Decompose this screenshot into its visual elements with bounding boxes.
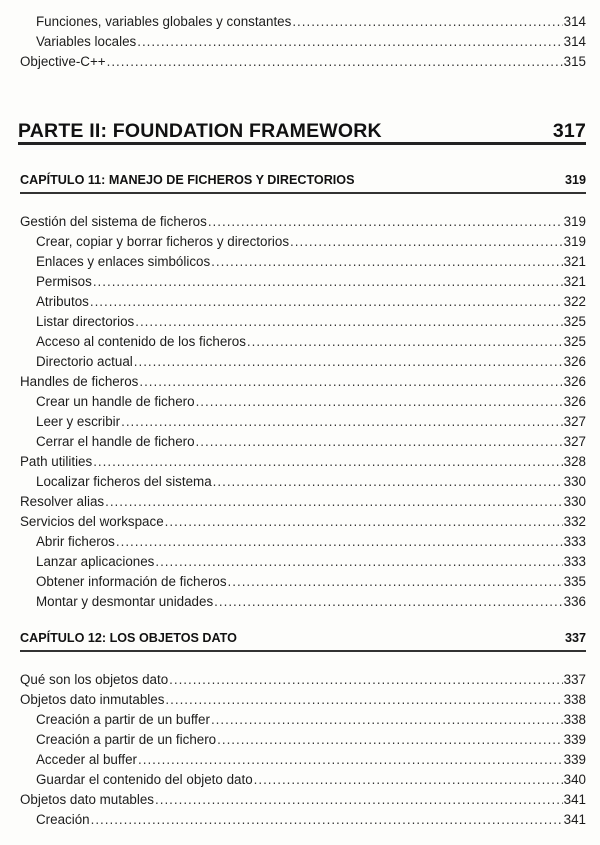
toc-entry[interactable] [36,573,586,591]
toc-entry-page: 340 [563,772,586,787]
toc-entry-title: Crear, copiar y borrar ficheros y directorios [36,234,290,249]
leader-dots [214,593,563,611]
toc-entry[interactable] [36,751,586,769]
toc-entry-title: Lanzar aplicaciones [36,554,155,569]
toc-entry-page: 328 [563,454,586,469]
leader-dots [105,493,563,511]
toc-entry-page: 326 [563,374,586,389]
leader-dots [93,273,563,291]
leader-dots [107,53,563,71]
leader-dots [116,533,563,551]
toc-entry[interactable] [36,413,586,431]
leader-dots [196,393,563,411]
toc-entry-page: 321 [563,274,586,289]
leader-dots [213,473,563,491]
toc-entry[interactable] [20,53,586,71]
toc-entry-title: Objetos dato mutables [20,792,154,807]
toc-entry-title: Enlaces y enlaces simbólicos [36,254,211,269]
part-title: PARTE II: FOUNDATION FRAMEWORK [18,120,382,142]
leader-dots [155,553,562,571]
chapter-divider [20,650,586,652]
toc-entry-page: 341 [563,792,586,807]
toc-entry-page: 338 [563,712,586,727]
toc-entry-title: Creación a partir de un fichero [36,732,217,747]
toc-entry-page: 319 [563,234,586,249]
toc-entry[interactable] [36,353,586,371]
toc-entry-title: Cerrar el handle de fichero [36,434,195,449]
toc-entry-title: Leer y escribir [36,414,121,429]
leader-dots [90,293,563,311]
toc-entry[interactable] [36,553,586,571]
chapter-page: 319 [564,173,586,187]
leader-dots [208,213,563,231]
toc-entry-page: 336 [563,594,586,609]
leader-dots [134,353,563,371]
leader-dots [93,453,562,471]
toc-entry[interactable] [20,791,586,809]
toc-entry-page: 341 [563,812,586,827]
toc-entry[interactable] [36,273,586,291]
toc-entry-title: Resolver alias [20,494,105,509]
toc-entry[interactable] [36,33,586,51]
toc-entry[interactable] [36,293,586,311]
toc-entry-title: Qué son los objetos dato [20,672,169,687]
toc-entry-title: Creación [36,812,90,827]
leader-dots [155,791,563,809]
part-page: 317 [552,120,586,142]
toc-entry-title: Variables locales [36,34,137,49]
toc-entry-title: Creación a partir de un buffer [36,712,210,727]
toc-entry-page: 337 [563,672,586,687]
leader-dots [217,731,563,749]
leader-dots [139,373,562,391]
toc-entry[interactable] [36,593,586,611]
toc-entry-page: 325 [563,334,586,349]
toc-entry[interactable] [36,533,586,551]
toc-entry-page: 326 [563,394,586,409]
leader-dots [211,253,562,271]
toc-entry-page: 332 [563,514,586,529]
toc-entry-title: Crear un handle de fichero [36,394,195,409]
toc-entry[interactable] [36,811,586,829]
chapter-title: CAPÍTULO 11: MANEJO DE FICHEROS Y DIRECTORIOS [20,173,355,187]
toc-entry[interactable] [20,671,586,689]
toc-entry[interactable] [20,513,586,531]
toc-entry-page: 339 [563,752,586,767]
leader-dots [121,413,563,431]
toc-entry-page: 314 [563,34,586,49]
leader-dots [135,313,562,331]
toc-entry[interactable] [36,233,586,251]
toc-entry[interactable] [36,333,586,351]
toc-entry-title: Directorio actual [36,354,133,369]
toc-entry-page: 327 [563,434,586,449]
toc-entry-page: 326 [563,354,586,369]
toc-entry-page: 338 [563,692,586,707]
leader-dots [165,691,562,709]
chapter-heading[interactable] [20,631,586,649]
toc-entry-title: Handles de ficheros [20,374,139,389]
toc-entry-page: 315 [563,54,586,69]
toc-entry[interactable] [20,691,586,709]
chapter-heading[interactable] [20,173,586,191]
toc-entry[interactable] [36,731,586,749]
toc-entry-title: Listar directorios [36,314,135,329]
toc-entry[interactable] [36,313,586,331]
toc-entry[interactable] [36,253,586,271]
toc-entry[interactable] [20,373,586,391]
part-divider [18,142,586,145]
toc-entry-page: 319 [563,214,586,229]
toc-entry-title: Obtener información de ficheros [36,574,227,589]
toc-entry-title: Permisos [36,274,92,289]
toc-entry-title: Montar y desmontar unidades [36,594,214,609]
chapter-divider [20,192,586,194]
toc-entry-page: 339 [563,732,586,747]
toc-entry-page: 333 [563,554,586,569]
toc-entry-title: Gestión del sistema de ficheros [20,214,207,229]
toc-entry-page: 335 [563,574,586,589]
toc-entry-page: 322 [563,294,586,309]
toc-entry-page: 327 [563,414,586,429]
toc-entry-title: Servicios del workspace [20,514,164,529]
leader-dots [169,671,563,689]
leader-dots [254,771,563,789]
toc-entry-title: Acceso al contenido de los ficheros [36,334,246,349]
leader-dots [165,513,563,531]
toc-entry-title: Path utilities [20,454,93,469]
toc-entry[interactable] [36,711,586,729]
leader-dots [290,233,563,251]
toc-entry-page: 314 [563,14,586,29]
toc-entry[interactable] [20,213,586,231]
leader-dots [196,433,563,451]
toc-entry-page: 321 [563,254,586,269]
leader-dots [228,573,563,591]
toc-entry[interactable] [36,13,586,31]
toc-entry-page: 330 [563,494,586,509]
leader-dots [91,811,563,829]
toc-entry[interactable] [36,771,586,789]
leader-dots [292,13,562,31]
toc-entry-title: Atributos [36,294,89,309]
part-heading[interactable] [18,111,586,143]
toc-entry-title: Objective-C++ [20,54,106,69]
toc-entry[interactable] [20,453,586,471]
toc-entry-title: Localizar ficheros del sistema [36,474,212,489]
toc-entry[interactable] [36,393,586,411]
toc-entry-title: Funciones, variables globales y constantes [36,14,292,29]
toc-entry-title: Objetos dato inmutables [20,692,165,707]
leader-dots [137,33,562,51]
toc-entry[interactable] [20,493,586,511]
toc-entry[interactable] [36,473,586,491]
toc-entry-title: Abrir ficheros [36,534,115,549]
leader-dots [211,711,563,729]
chapter-page: 337 [564,631,586,645]
leader-dots [138,751,563,769]
toc-entry-page: 330 [563,474,586,489]
toc-entry-title: Acceder al buffer [36,752,137,767]
toc-entry-title: Guardar el contenido del objeto dato [36,772,253,787]
toc-entry-page: 325 [563,314,586,329]
leader-dots [247,333,563,351]
chapter-title: CAPÍTULO 12: LOS OBJETOS DATO [20,631,237,645]
toc-entry-page: 333 [563,534,586,549]
toc-entry[interactable] [36,433,586,451]
